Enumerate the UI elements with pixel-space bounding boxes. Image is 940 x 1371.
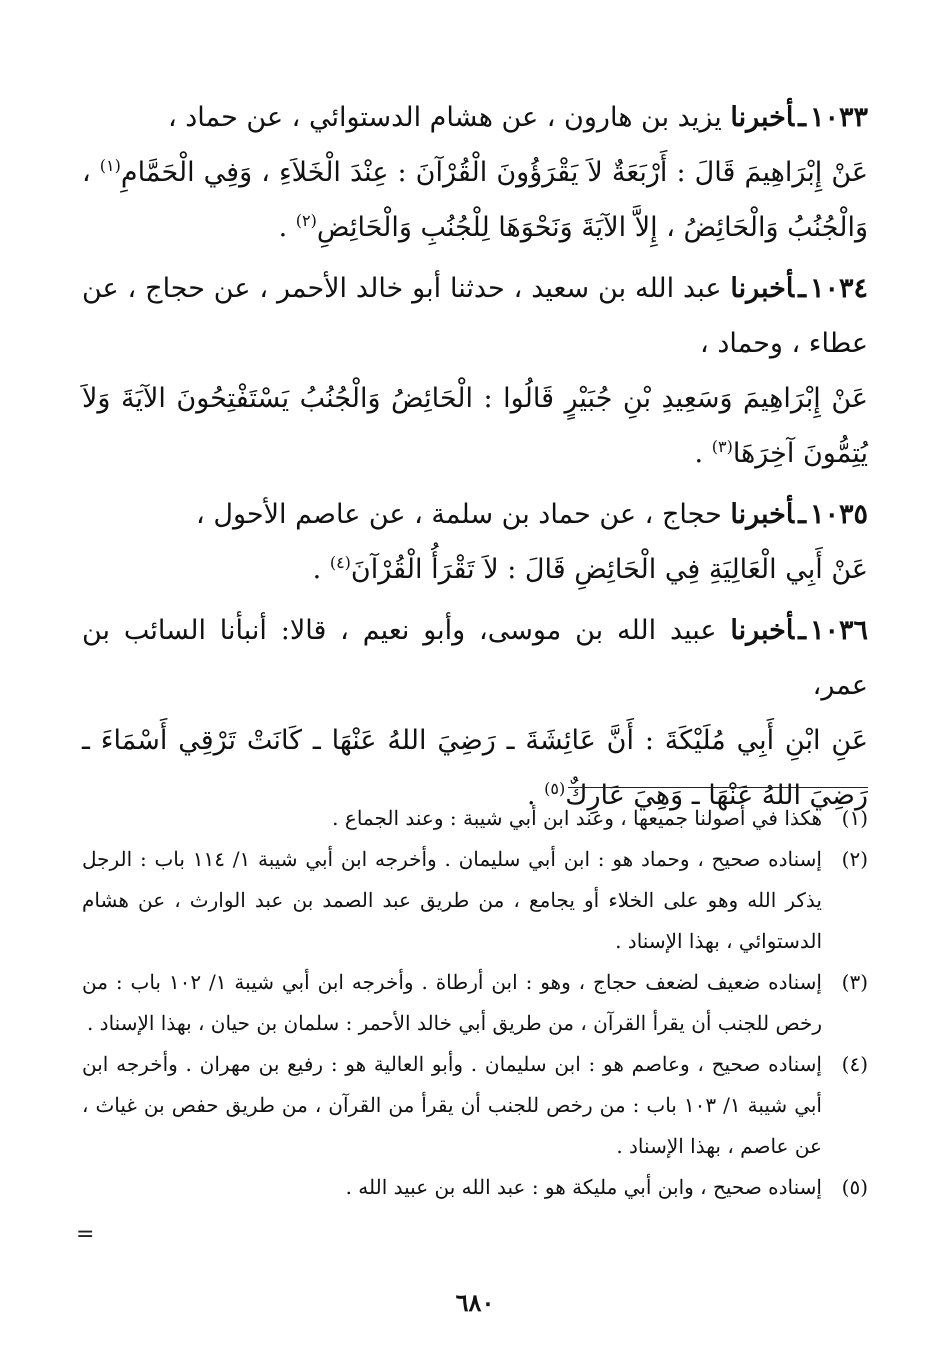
hadith-matn (82, 145, 868, 255)
hadith-entry (82, 603, 868, 823)
footnote-text: هكذا في أصولنا جميعها ، وعند ابن أبي شيبة : وعند الجماع . (332, 806, 822, 830)
footnote-marker: (٤) (841, 1052, 868, 1076)
matn-text: ، وَالْجُنُبُ وَالْحَائِضُ ، إِلاَّ الآيَةَ وَنَحْوَهَا لِلْجُنُبِ وَالْحَائِضِ (82, 157, 868, 243)
document-page (82, 90, 868, 1351)
matn-text: عَنْ أَبِي الْعَالِيَةِ فِي الْحَائِضِ قَالَ : لاَ تَقْرَأُ الْقُرْآنَ (350, 554, 868, 585)
hadith-number: ١٠٣٤ (809, 273, 868, 304)
footnote-item (82, 1044, 868, 1167)
footnote-reference[interactable]: (٤) (329, 553, 351, 572)
footnote-reference[interactable]: (١) (99, 156, 121, 175)
footnote-text: إسناده صحيح ، وحماد هو : ابن أبي سليمان . وأخرجه ابن أبي شيبة ١/ ١١٤ باب : الرجل يذكر الله وهو على الخلاء أو يجامع ، من طريق عبد الصمد بن عبد الوارث ، عن هشام الدستوائي ، بهذا الإسناد . (82, 847, 822, 953)
footnote-text: إسناده ضعيف لضعف حجاج ، وهو : ابن أرطاة . وأخرجه ابن أبي شيبة ١/ ١٠٢ باب : من رخص للجنب أن يقرأ القرآن ، من طريق أبي خالد الأحمر : سلمان بن حيان ، بهذا الإسناد . (82, 970, 822, 1035)
hadith-number: ١٠٣٣ (809, 102, 868, 133)
matn-end-mark: . (694, 438, 704, 469)
matn-text: عَنْ إِبْرَاهِيمَ قَالَ : أَرْبَعَةٌ لاَ يَقْرَؤُونَ الْقُرْآنَ : عِنْدَ الْخَلاَءِ ، وَفِي الْحَمَّامِ (120, 157, 868, 188)
chain-lead-word: أخبرنا (730, 273, 795, 304)
hadith-number: ١٠٣٥ (809, 499, 868, 530)
footnote-item (82, 798, 868, 839)
hadith-chain (82, 603, 868, 713)
matn-text: عَنْ إِبْرَاهِيمَ وَسَعِيدِ بْنِ جُبَيْرٍ قَالُوا : الْحَائِضُ وَالْجُنُبُ يَسْتَفْتِحُونَ الآيَةَ وَلاَ يُتِمُّونَ آخِرَهَا (82, 383, 868, 469)
footnote-text: إسناده صحيح ، وابن أبي مليكة هو : عبد الله بن عبيد الله . (345, 1175, 822, 1199)
matn-end-mark: . (278, 212, 288, 243)
footnote-marker: (٢) (841, 847, 868, 871)
hadith-entry (82, 90, 868, 255)
hadith-entry (82, 261, 868, 481)
number-dash: ـ (798, 499, 806, 530)
hadith-number: ١٠٣٦ (809, 615, 868, 646)
footnote-reference[interactable]: (٥) (544, 779, 566, 798)
footnote-item (82, 962, 868, 1044)
chain-lead-word: أخبرنا (730, 615, 795, 646)
footnote-marker: (١) (841, 806, 868, 830)
footnote-reference[interactable]: (٣) (711, 437, 733, 456)
footnote-reference[interactable]: (٢) (295, 211, 317, 230)
footnotes-section (82, 798, 868, 1208)
footnote-separator (568, 787, 868, 788)
hadith-matn (82, 542, 868, 597)
number-dash: ـ (798, 273, 806, 304)
matn-text: عَنِ ابْنِ أَبِي مُلَيْكَةَ : أَنَّ عَائِشَةَ ـ رَضِيَ اللهُ عَنْهَا ـ كَانَتْ تَرْقِي أَسْمَاءَ ـ رَضِيَ اللهُ عَنْهَا ـ وَهِيَ عَارِكٌ (82, 725, 868, 811)
footnote-item (82, 839, 868, 962)
hadith-chain (82, 90, 868, 145)
chain-text: حجاج ، عن حماد بن سلمة ، عن عاصم الأحول ، (196, 499, 722, 530)
continuation-mark: = (76, 1222, 95, 1247)
chain-text: عبد الله بن سعيد ، حدثنا أبو خالد الأحمر ، عن حجاج ، عن عطاء ، وحماد ، (82, 273, 868, 359)
matn-end-mark: . (526, 780, 536, 811)
hadith-entry (82, 487, 868, 597)
number-dash: ـ (798, 615, 806, 646)
number-dash: ـ (798, 102, 806, 133)
chain-text: يزيد بن هارون ، عن هشام الدستوائي ، عن حماد ، (167, 102, 722, 133)
main-text-body (82, 90, 868, 823)
hadith-chain (82, 487, 868, 542)
chain-lead-word: أخبرنا (730, 499, 795, 530)
footnote-marker: (٣) (841, 970, 868, 994)
matn-end-mark: . (312, 554, 322, 585)
hadith-chain (82, 261, 868, 371)
footnote-text: إسناده صحيح ، وعاصم هو : ابن سليمان . وأبو العالية هو : رفيع بن مهران . وأخرجه ابن أبي شيبة ١/ ١٠٣ باب : من رخص للجنب أن يقرأ من القرآن ، من طريق حفص بن غياث ، عن عاصم ، بهذا الإسناد . (82, 1052, 822, 1158)
hadith-matn (82, 371, 868, 481)
chain-lead-word: أخبرنا (730, 102, 795, 133)
footnote-marker: (٥) (841, 1175, 868, 1199)
footnote-item (82, 1167, 868, 1208)
chain-text: عبيد الله بن موسى، وأبو نعيم ، قالا: أنبأنا السائب بن عمر، (82, 615, 868, 701)
page-number: ٦٨٠ (455, 1288, 495, 1317)
